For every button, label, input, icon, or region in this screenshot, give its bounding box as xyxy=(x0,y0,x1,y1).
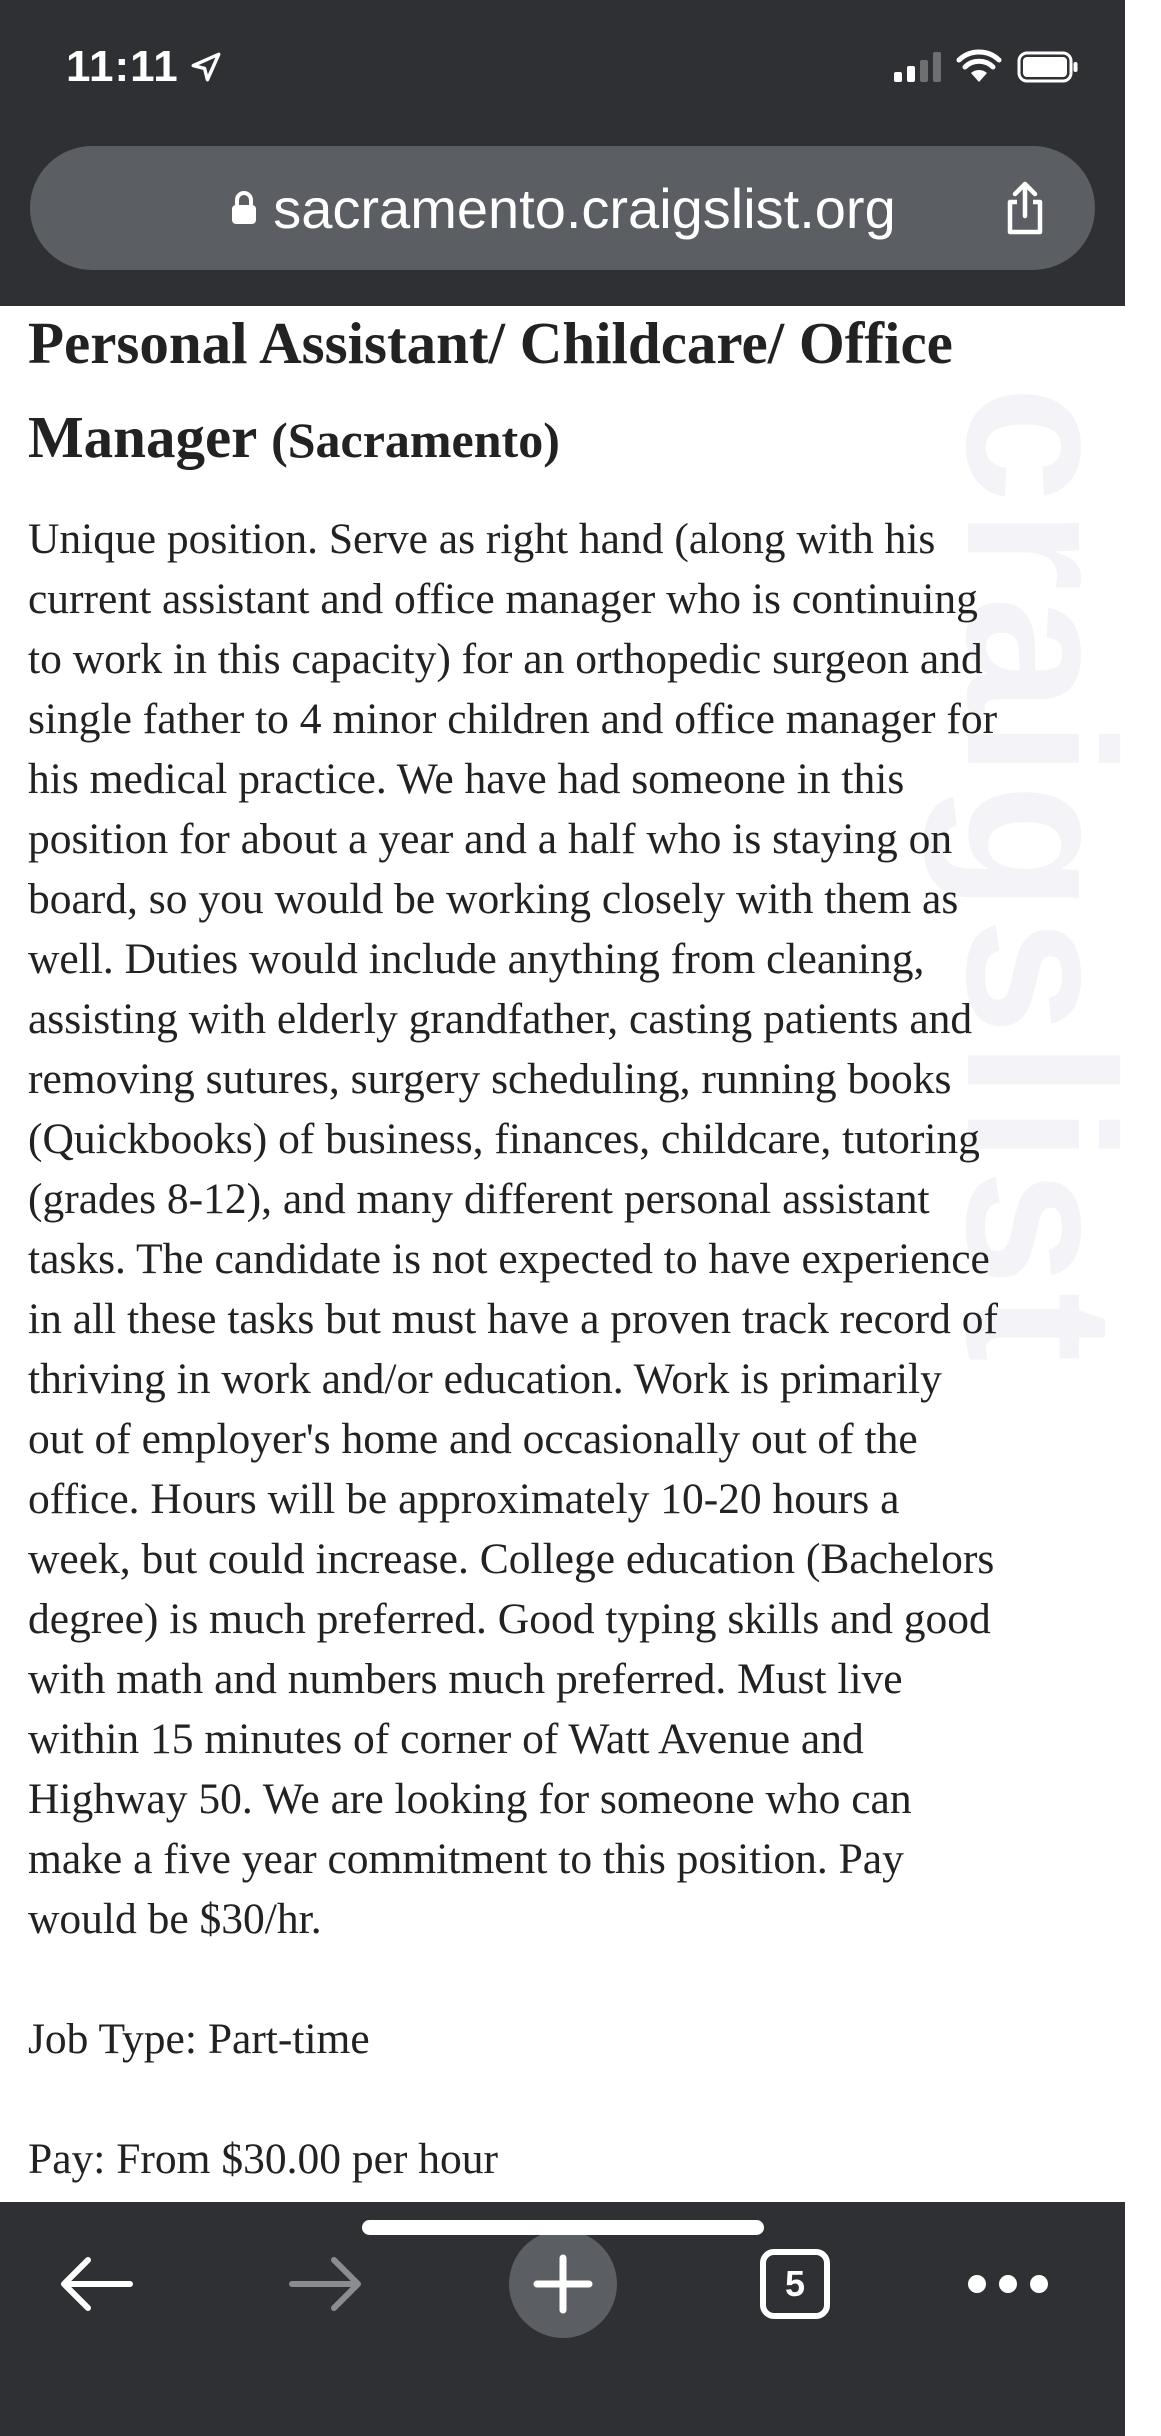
battery-icon xyxy=(1017,51,1079,83)
share-icon[interactable] xyxy=(1002,180,1048,236)
pay-info: Pay: From $30.00 per hour xyxy=(28,2135,499,2183)
url-display[interactable] xyxy=(229,176,895,241)
new-tab-button[interactable] xyxy=(503,2224,623,2344)
body-line: with math and numbers much preferred. Must live xyxy=(28,1655,903,1703)
share-button[interactable] xyxy=(995,176,1055,240)
post-description xyxy=(28,509,1097,1949)
cellular-signal-icon xyxy=(894,52,941,82)
tab-count[interactable]: 5 xyxy=(760,2249,830,2319)
body-line: week, but could increase. College education (Bachelors xyxy=(28,1535,995,1583)
body-line: out of employer's home and occasionally out of the xyxy=(28,1415,918,1463)
more-icon[interactable] xyxy=(965,2272,1051,2296)
body-line: position for about a year and a half who is staying on xyxy=(28,815,953,863)
body-line: board, so you would be working closely with them as xyxy=(28,875,959,923)
forward-arrow-icon[interactable] xyxy=(288,2254,364,2314)
post-location: (Sacramento) xyxy=(271,412,560,468)
tabs-button[interactable] xyxy=(735,2224,855,2344)
new-tab-circle[interactable] xyxy=(509,2230,617,2338)
plus-icon[interactable] xyxy=(531,2252,595,2316)
home-indicator[interactable] xyxy=(362,2220,764,2235)
post-title xyxy=(0,296,1125,487)
job-type: Job Type: Part-time xyxy=(28,2015,370,2063)
body-line: within 15 minutes of corner of Watt Avenue and xyxy=(28,1715,864,1763)
status-icons xyxy=(894,50,1079,84)
url-text[interactable]: sacramento.craigslist.org xyxy=(273,176,896,240)
location-arrow-icon xyxy=(189,50,223,84)
body-line: to work in this capacity) for an orthopedic surgeon and xyxy=(28,635,983,683)
forward-button[interactable] xyxy=(266,2224,386,2344)
post-body xyxy=(0,509,1125,2189)
more-button[interactable] xyxy=(948,2224,1068,2344)
spacer xyxy=(28,2069,1097,2129)
body-line: thriving in work and/or education. Work is primarily xyxy=(28,1355,942,1403)
body-line: office. Hours will be approximately 10-20 hours a xyxy=(28,1475,900,1523)
wifi-icon xyxy=(957,50,1001,84)
bottom-toolbar xyxy=(0,2202,1125,2436)
craigslist-watermark: craigslist xyxy=(923,386,1158,1369)
body-line: his medical practice. We have had someone in this xyxy=(28,755,905,803)
page-content[interactable] xyxy=(0,306,1158,2202)
body-line: single father to 4 minor children and office manager for xyxy=(28,695,998,743)
body-line: (Quickbooks) of business, finances, childcare, tutoring xyxy=(28,1115,980,1163)
body-line: assisting with elderly grandfather, casting patients and xyxy=(28,995,973,1043)
body-line: would be $30/hr. xyxy=(28,1895,322,1943)
body-line: make a five year commitment to this position. Pay xyxy=(28,1835,904,1883)
status-time-text: 11:11 xyxy=(66,42,179,91)
back-button[interactable] xyxy=(36,2224,156,2344)
back-arrow-icon[interactable] xyxy=(58,2254,134,2314)
body-line: tasks. The candidate is not expected to have experience xyxy=(28,1235,990,1283)
spacer xyxy=(28,1949,1097,2009)
status-time xyxy=(66,42,223,92)
body-line: current assistant and office manager who is continuing xyxy=(28,575,978,623)
body-line: removing sutures, surgery scheduling, running books xyxy=(28,1055,952,1103)
lock-icon xyxy=(229,190,259,226)
body-line: well. Duties would include anything from cleaning, xyxy=(28,935,925,983)
url-bar[interactable] xyxy=(30,146,1095,270)
body-line: Highway 50. We are looking for someone who can xyxy=(28,1775,912,1823)
body-line: (grades 8-12), and many different personal assistant xyxy=(28,1175,930,1223)
body-line: degree) is much preferred. Good typing skills and good xyxy=(28,1595,991,1643)
top-chrome xyxy=(0,0,1125,306)
body-line: Unique position. Serve as right hand (along with his xyxy=(28,515,936,563)
post-title-text: Personal Assistant/ Childcare/ Office Manager xyxy=(28,310,953,470)
body-line: in all these tasks but must have a proven track record of xyxy=(28,1295,998,1343)
